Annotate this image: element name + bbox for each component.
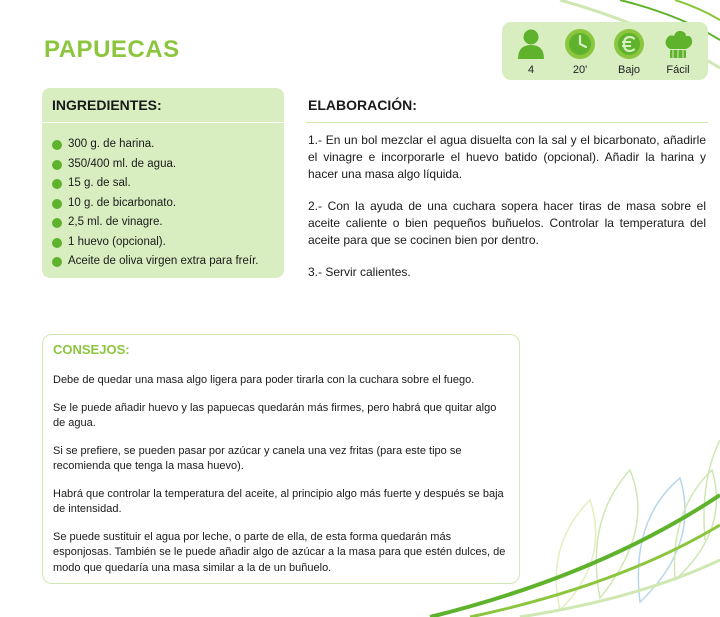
elaboration-step: 1.- En un bol mezclar el agua disuelta con la sal y el bicarbonato, añadirle el vinagre e incorporarle el huevo batido (opcional). Añadir la harina y hacer una masa algo líquida. (308, 133, 706, 181)
recipe-info-panel (502, 22, 708, 80)
cost-value: Bajo (617, 64, 641, 76)
tip-paragraph: Si se prefiere, se pueden pasar por azúcar y canela una vez fritas (para este tipo se recomienda que tenga la masa huevo). (53, 444, 462, 472)
ingredients-heading: INGREDIENTES: (52, 97, 162, 113)
ingredient-item: 350/400 ml. de agua. (52, 155, 259, 175)
ingredient-item: 1 huevo (opcional). (52, 233, 259, 253)
elaboration-steps (308, 132, 706, 296)
elaboration-step: 2.- Con la ayuda de una cuchara sopera hacer tiras de masa sobre el aceite caliente o bien pequeños buñuelos. Controlar la temperatura del aceite para que se cocinen bien por dentro. (308, 199, 706, 247)
recipe-title: PAPUECAS (44, 36, 180, 63)
ingredients-list (52, 135, 259, 272)
ingredients-panel (42, 88, 284, 278)
tip-paragraph: Se puede sustituir el agua por leche, o parte de ella, de esta forma quedarán más esponjosas. También se le puede añadir algo de azúcar a la masa para que estén dulces, de modo que quedaría una masa similar a la de un buñuelo. (53, 530, 506, 574)
ingredient-item: 300 g. de harina. (52, 135, 259, 155)
tip-paragraph: Debe de quedar una masa algo ligera para poder tirarla con la cuchara sobre el fuego. (53, 374, 475, 386)
time-info (557, 22, 603, 80)
ingredient-item: Aceite de oliva virgen extra para freír. (52, 252, 259, 272)
tip-paragraph: Se le puede añadir huevo y las papuecas quedarán más firmes, pero habrá que quitar algo de agua. (53, 401, 497, 429)
ingredient-item: 2,5 ml. de vinagre. (52, 213, 259, 233)
difficulty-info (655, 22, 701, 80)
cost-info (606, 22, 652, 80)
elaboration-divider (306, 122, 708, 123)
time-value: 20' (572, 64, 588, 76)
person-icon (515, 28, 547, 60)
elaboration-step: 3.- Servir calientes. (308, 265, 411, 279)
euro-icon (613, 28, 645, 60)
ingredient-item: 15 g. de sal. (52, 174, 259, 194)
tips-body (53, 373, 509, 588)
servings-value: 4 (527, 64, 535, 76)
ingredient-item: 10 g. de bicarbonato. (52, 194, 259, 214)
servings-info (508, 22, 554, 80)
tip-paragraph: Habrá que controlar la temperatura del aceite, al principio algo más fuerte y después se baja de intensidad. (53, 487, 504, 515)
ingredients-divider (42, 122, 284, 123)
tips-panel (42, 334, 520, 584)
leaf-outlines (556, 440, 720, 610)
tips-heading: CONSEJOS: (53, 342, 130, 357)
chef-hat-icon (662, 28, 694, 60)
clock-icon (564, 28, 596, 60)
elaboration-heading: ELABORACIÓN: (308, 97, 417, 113)
difficulty-value: Fácil (666, 64, 690, 76)
